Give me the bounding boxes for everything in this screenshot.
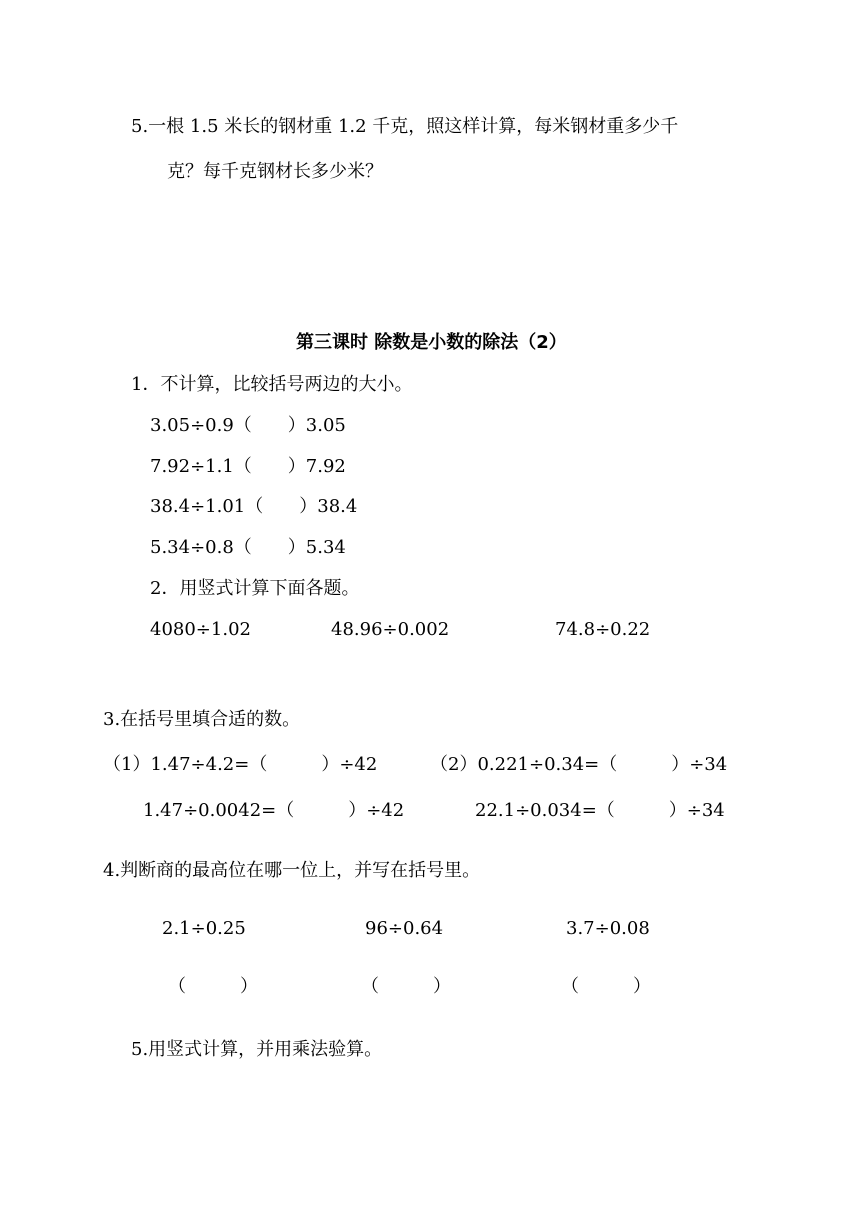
answer-blank-1: （ ） xyxy=(168,976,258,997)
quotient-item-1: 2.1÷0.25 xyxy=(162,918,246,939)
question-5-prompt: 5.用竖式计算，并用乘法验算。 xyxy=(131,1039,383,1060)
quotient-item-2: 96÷0.64 xyxy=(365,918,444,939)
question-3-prompt: 3.在括号里填合适的数。 xyxy=(103,709,301,730)
answer-blank-3: （ ） xyxy=(561,976,651,997)
question-2-prompt: 2．用竖式计算下面各题。 xyxy=(150,578,360,599)
problem-5-line-2: 克？每千克钢材长多少米？ xyxy=(167,161,383,182)
division-item-3: 74.8÷0.22 xyxy=(555,619,651,640)
division-item-2: 48.96÷0.002 xyxy=(331,619,450,640)
section-title: 第三课时 除数是小数的除法（2） xyxy=(296,332,567,353)
compare-item-4: 5.34÷0.8（ ）5.34 xyxy=(150,537,346,558)
fill-row-1-left: （1）1.47÷4.2=（ ）÷42 xyxy=(103,754,378,775)
fill-row-2-right: 22.1÷0.034=（ ）÷34 xyxy=(475,800,725,821)
compare-item-2: 7.92÷1.1（ ）7.92 xyxy=(150,456,346,477)
question-4-prompt: 4.判断商的最高位在哪一位上，并写在括号里。 xyxy=(103,860,481,881)
problem-5-line-1: 5.一根 1.5 米长的钢材重 1.2 千克，照这样计算，每米钢材重多少千 xyxy=(131,116,679,137)
answer-blank-2: （ ） xyxy=(361,976,451,997)
compare-item-3: 38.4÷1.01（ ）38.4 xyxy=(150,496,358,517)
quotient-item-3: 3.7÷0.08 xyxy=(566,918,650,939)
fill-row-1-right: （2）0.221÷0.34=（ ）÷34 xyxy=(430,754,728,775)
division-item-1: 4080÷1.02 xyxy=(150,619,251,640)
question-1-prompt: 1．不计算，比较括号两边的大小。 xyxy=(131,374,413,395)
fill-row-2-left: 1.47÷0.0042=（ ）÷42 xyxy=(143,800,405,821)
compare-item-1: 3.05÷0.9（ ）3.05 xyxy=(150,415,346,436)
